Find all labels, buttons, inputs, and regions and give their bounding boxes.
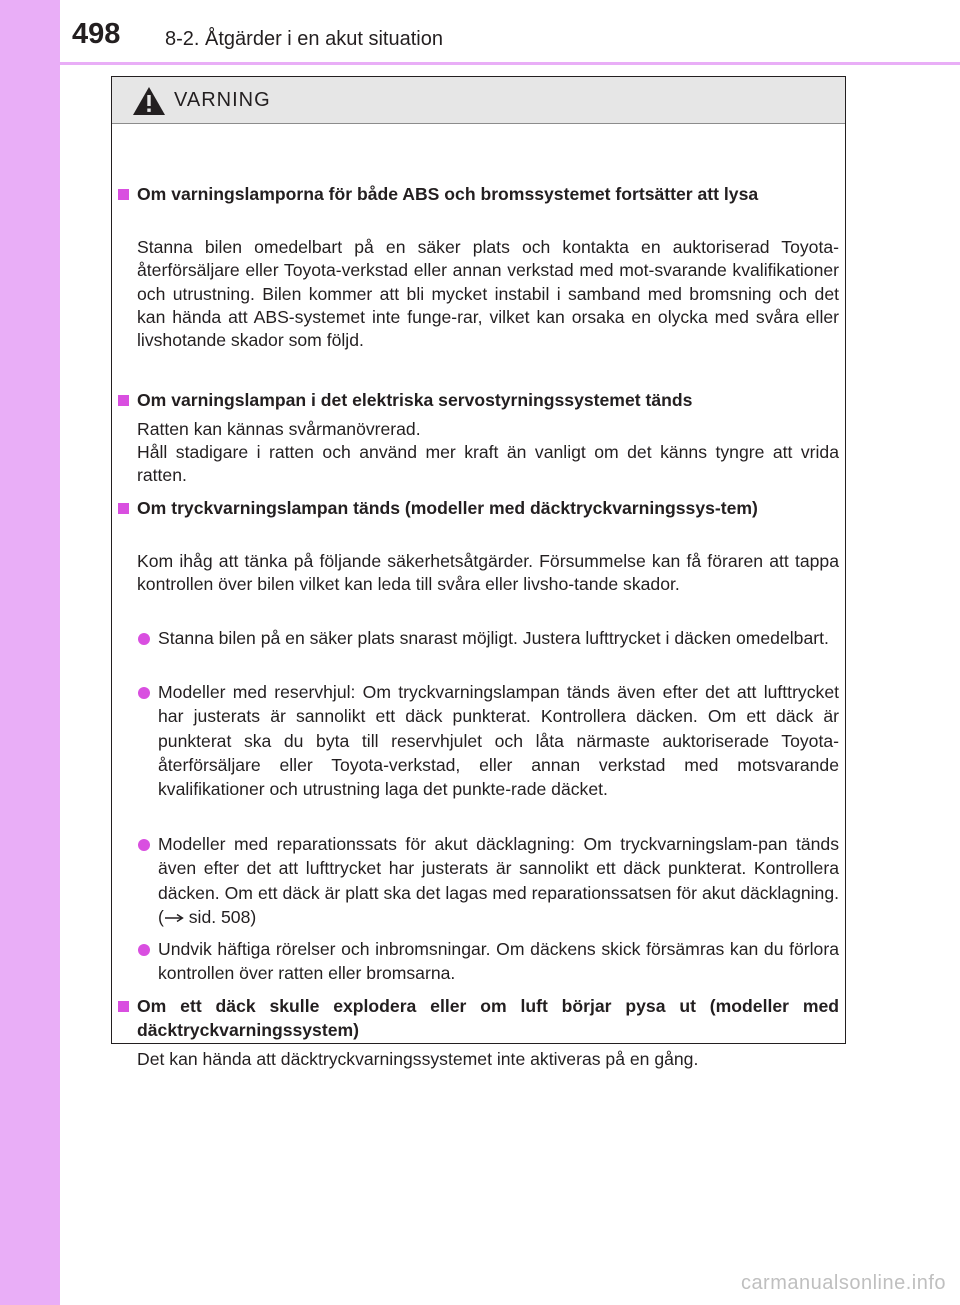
page-number: 498 bbox=[72, 18, 121, 50]
bullet-dot bbox=[138, 839, 150, 851]
section-4-title: Om ett däck skulle explodera eller om luft börjar pysa ut (modeller med däcktryckvarningssystem) bbox=[137, 996, 839, 1040]
side-tab bbox=[0, 0, 60, 1305]
section-3-bullet-1: Stanna bilen på en säker plats snarast möjligt. Justera lufttrycket i däcken omedelbart. bbox=[158, 628, 829, 648]
header-rule bbox=[60, 62, 960, 65]
section-bullet-square bbox=[118, 189, 129, 200]
warning-title: VARNING bbox=[174, 89, 271, 111]
section-4-body: Det kan hända att däcktryckvarningssystemet inte aktiveras på en gång. bbox=[137, 1049, 699, 1069]
warning-header bbox=[112, 77, 845, 124]
section-3-bullet-4: Undvik häftiga rörelser och inbromsningar. Om däckens skick försämras kan du förlora kontrollen över ratten eller bromsarna. bbox=[158, 939, 839, 984]
section-3-title: Om tryckvarningslampan tänds (modeller med däcktryckvarningssys-tem) bbox=[137, 498, 758, 518]
arrow-right-icon bbox=[164, 913, 184, 923]
bullet-3-text: Modeller med reparationssats för akut däcklagning: Om tryckvarningslam-pan tänds även efter det att lufttrycket har justerats är sannolikt ett däck punkterat. Kontrollera däcken. Om ett däck är platt ska det lagas med reparationssatsen för akut däcklagning. ( bbox=[158, 834, 839, 927]
section-1-title: Om varningslamporna för både ABS och bromssystemet fortsätter att lysa bbox=[137, 184, 759, 204]
section-2-body-line1: Ratten kan kännas svårmanövrerad. bbox=[137, 419, 421, 439]
section-3-body: Kom ihåg att tänka på följande säkerhetsåtgärder. Försummelse kan få föraren att tappa kontrollen över bilen vilket kan leda till svåra eller livsho-tande skador. bbox=[137, 551, 839, 595]
section-title: 8-2. Åtgärder i en akut situation bbox=[165, 28, 443, 50]
section-bullet-square bbox=[118, 503, 129, 514]
section-3-bullet-3 bbox=[158, 832, 839, 929]
bullet-dot bbox=[138, 944, 150, 956]
section-bullet-square bbox=[118, 395, 129, 406]
bullet-dot bbox=[138, 633, 150, 645]
bullet-dot bbox=[138, 687, 150, 699]
warning-triangle-icon bbox=[132, 86, 166, 116]
section-2-body-line2: Håll stadigare i ratten och använd mer kraft än vanligt om det känns tyngre att vrida ratten. bbox=[137, 442, 839, 486]
section-bullet-square bbox=[118, 1001, 129, 1012]
warning-box bbox=[111, 76, 846, 1069]
page-reference-link[interactable]: sid. 508) bbox=[188, 906, 257, 927]
watermark: carmanualsonline.info bbox=[740, 1272, 946, 1294]
section-1-body: Stanna bilen omedelbart på en säker plats och kontakta en auktoriserad Toyota-återförsäljare eller Toyota-verkstad eller annan verkstad med mot-svarande kvalifikationer och utrustning. Bilen kommer att bli mycket instabil i samband med bromsning och det kan hända att ABS-systemet inte funge-rar, vilket kan orsaka en olycka med svåra eller livshotande skador som följd. bbox=[137, 237, 839, 351]
section-3-bullet-2: Modeller med reservhjul: Om tryckvarningslampan tänds även efter det att lufttrycket har justerats är sannolikt ett däck punkterat. Kontrollera däcken. Om ett däck är punkterat ska du byta till reservhjulet och låta närmaste auktoriserade Toyota-återförsäljare eller Toyota-verkstad, eller annan verkstad med motsvarande kvalifikationer och utrustning laga det punkte-rade däcket. bbox=[158, 682, 839, 800]
section-2-title: Om varningslampan i det elektriska servostyrningssystemet tänds bbox=[137, 390, 693, 410]
